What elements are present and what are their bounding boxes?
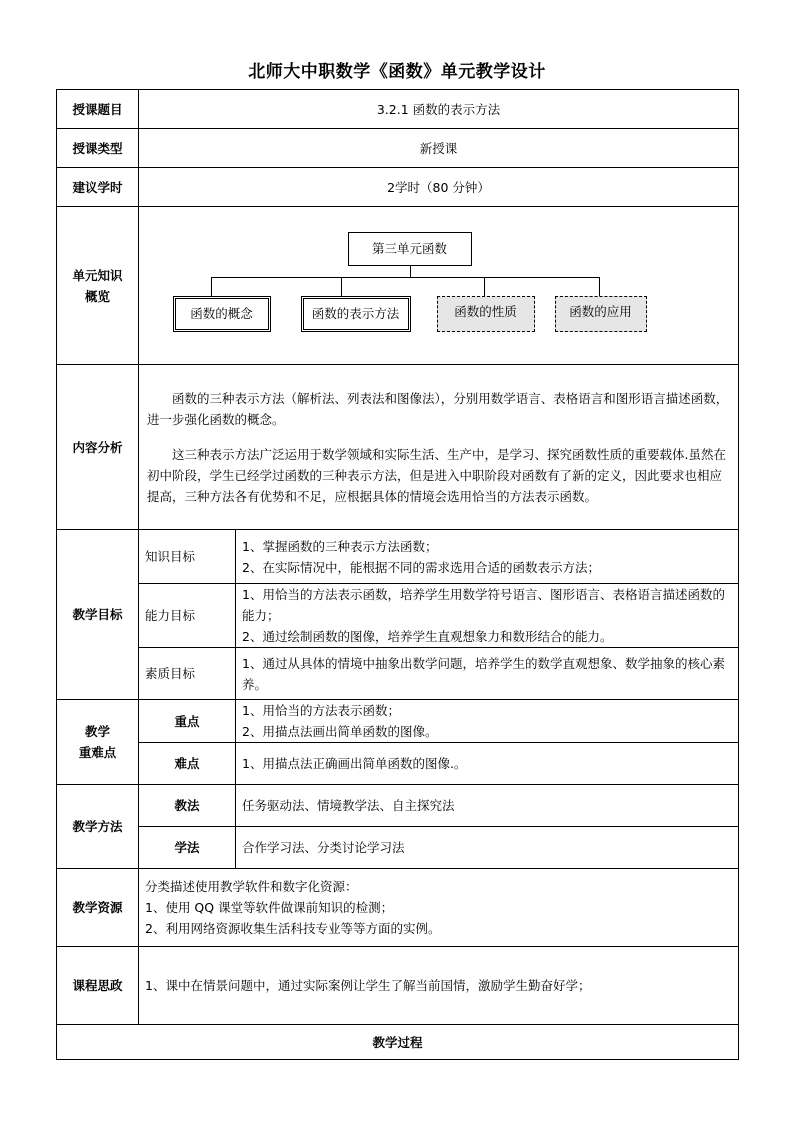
- knowledge-goal-label: 知识目标: [139, 530, 236, 584]
- teaching-method-value: 任务驱动法、情境教学法、自主探究法: [236, 785, 739, 827]
- quality-goal-content: [236, 648, 739, 700]
- overview-label-line1: 单元知识: [72, 267, 123, 283]
- keypoints-label: [57, 700, 139, 785]
- diagram-connector: [599, 277, 600, 296]
- key-point-line: 2、用描点法画出简单函数的图像。: [242, 724, 438, 739]
- goal-line: 2、在实际情况中，能根据不同的需求选用合适的函数表示方法；: [242, 559, 600, 575]
- learning-method-value: 合作学习法、分类讨论学习法: [236, 827, 739, 869]
- diagram-child-application: 函数的应用: [555, 296, 647, 332]
- keypoints-label-line1: 教学: [84, 724, 110, 739]
- row-topic: [57, 90, 739, 129]
- row-goal-quality: [57, 648, 739, 700]
- diagram-connector: [410, 266, 411, 277]
- row-learning-method: [57, 827, 739, 869]
- overview-diagram-cell: [139, 207, 739, 365]
- diagram-child-representation: 函数的表示方法: [301, 296, 411, 332]
- row-difficult-point: [57, 743, 739, 785]
- analysis-label: 内容分析: [57, 365, 139, 530]
- unit-structure-diagram: [154, 221, 724, 351]
- learning-method-label: 学法: [139, 827, 236, 869]
- topic-value: 3.2.1 函数的表示方法: [139, 90, 739, 129]
- overview-label-line2: 概览: [84, 288, 110, 304]
- row-overview: [57, 207, 739, 365]
- ideology-value: 1、课中在情景问题中，通过实际案例让学生了解当前国情，激励学生勤奋好学；: [139, 947, 739, 1025]
- goal-line: 1、用恰当的方法表示函数，培养学生用数学符号语言、图形语言、表格语言描述函数的能力；: [242, 587, 725, 623]
- diagram-connector: [211, 277, 212, 296]
- resources-label: 教学资源: [57, 869, 139, 947]
- teaching-method-label: 教法: [139, 785, 236, 827]
- goal-line: 1、通过从具体的情境中抽象出数学问题，培养学生的数学直观想象、数学抽象的核心素养。: [242, 655, 725, 692]
- ability-goal-content: [236, 584, 739, 648]
- ability-goal-label: 能力目标: [139, 584, 236, 648]
- row-goal-ability: [57, 584, 739, 648]
- difficult-point-label: 难点: [139, 743, 236, 785]
- quality-goal-label: 素质目标: [139, 648, 236, 700]
- diagram-root-box: 第三单元函数: [348, 232, 472, 266]
- topic-label: 授课题目: [57, 90, 139, 129]
- hours-label: 建议学时: [57, 168, 139, 207]
- type-label: 授课类型: [57, 129, 139, 168]
- diagram-child-concept: 函数的概念: [173, 296, 271, 332]
- row-ideology: [57, 947, 739, 1025]
- goals-label: 教学目标: [57, 530, 139, 700]
- diagram-connector: [484, 277, 485, 296]
- lesson-plan-table: [56, 89, 739, 1060]
- diagram-connector: [341, 277, 342, 296]
- analysis-paragraph: 这三种表示方法广泛运用于数学领域和实际生活、生产中，是学习、探究函数性质的重要载体.虽然在初中阶段，学生已经学过函数的三种表示方法，但是进入中职阶段对函数有了新的定义，因此要求也相应提高，三种方法各有优势和不足，应根据具体的情境会选用恰当的方法表示函数。: [147, 446, 726, 504]
- row-teaching-method: [57, 785, 739, 827]
- resources-line: 分类描述使用教学软件和数字化资源：: [145, 879, 358, 894]
- row-analysis: [57, 365, 739, 530]
- row-key-point: [57, 700, 739, 743]
- resources-content: [139, 869, 739, 947]
- difficult-point-line: 1、用描点法正确画出简单函数的图像.。: [242, 756, 467, 771]
- resources-line: 1、使用 QQ 课堂等软件做课前知识的检测；: [145, 900, 394, 915]
- methods-label: 教学方法: [57, 785, 139, 869]
- row-process: [57, 1025, 739, 1060]
- type-value: 新授课: [139, 129, 739, 168]
- overview-label: [57, 207, 139, 365]
- knowledge-goal-content: [236, 530, 739, 584]
- goal-line: 2、通过绘制函数的图像，培养学生直观想象力和数形结合的能力。: [242, 629, 613, 644]
- row-goal-knowledge: [57, 530, 739, 584]
- key-point-content: [236, 700, 739, 743]
- ideology-label: 课程思政: [57, 947, 139, 1025]
- key-point-label: 重点: [139, 700, 236, 743]
- process-heading: 教学过程: [57, 1025, 739, 1060]
- diagram-connector: [211, 277, 599, 278]
- key-point-line: 1、用恰当的方法表示函数；: [242, 703, 400, 718]
- resources-line: 2、利用网络资源收集生活科技专业等等方面的实例。: [145, 921, 441, 936]
- document-title: 北师大中职数学《函数》单元教学设计: [248, 62, 546, 82]
- analysis-content: [139, 365, 739, 530]
- hours-value: 2学时（80 分钟）: [139, 168, 739, 207]
- diagram-child-properties: 函数的性质: [437, 296, 535, 332]
- row-type: [57, 129, 739, 168]
- keypoints-label-line2: 重难点: [78, 745, 117, 760]
- row-hours: [57, 168, 739, 207]
- difficult-point-content: [236, 743, 739, 785]
- row-resources: [57, 869, 739, 947]
- analysis-paragraph: 函数的三种表示方法（解析法、列表法和图像法），分别用数学语言、表格语言和图形语言描述函数，进一步强化函数的概念。: [147, 390, 729, 427]
- goal-line: 1、掌握函数的三种表示方法函数；: [242, 538, 438, 554]
